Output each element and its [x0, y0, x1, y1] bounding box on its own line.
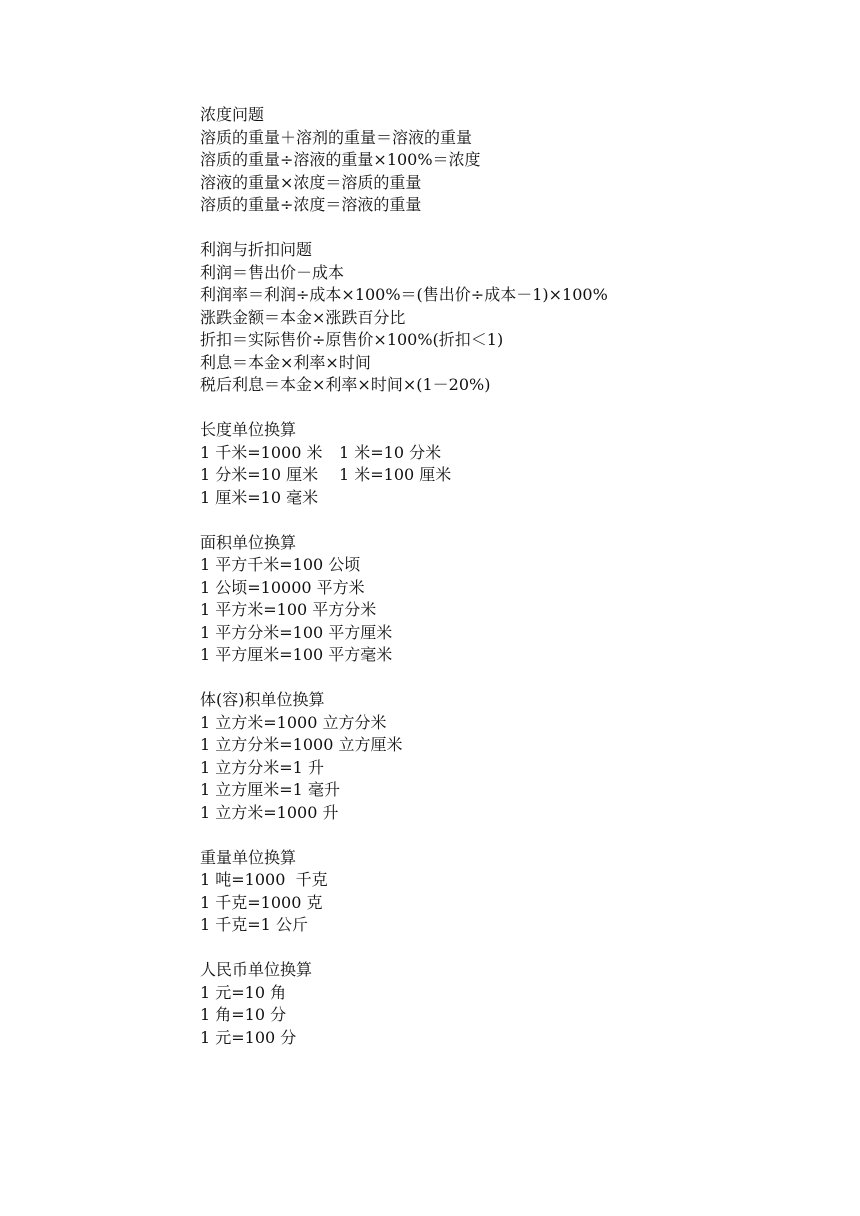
conversion-item: 1 立方分米=1000 立方厘米: [200, 735, 403, 754]
conversion-item: 1 立方厘米=1 毫升: [200, 780, 340, 799]
conversion-item: 1 米=10 分米: [339, 442, 442, 462]
formula-line: 利润率＝利润÷成本×100%＝(售出价÷成本－1)×100%: [200, 285, 608, 304]
section-length: [200, 419, 800, 509]
conversion-item: 1 米=100 厘米: [339, 465, 452, 484]
conversion-item: 1 厘米=10 毫米: [200, 487, 319, 507]
document-content: [200, 104, 800, 1072]
section-title: 重量单位换算: [200, 847, 297, 867]
conversion-item: 1 分米=10 厘米: [200, 465, 319, 484]
formula-line: 利润＝售出价－成本: [200, 262, 345, 282]
conversion-item: 1 平方千米=100 公顷: [200, 555, 361, 574]
section-currency: [200, 959, 800, 1049]
conversion-item: 1 角=10 分: [200, 1005, 287, 1024]
formula-line: 利息＝本金×利率×时间: [200, 352, 371, 372]
conversion-item: 1 平方厘米=100 平方毫米: [200, 645, 393, 664]
conversion-item: 1 公顷=10000 平方米: [200, 577, 365, 597]
section-area: [200, 532, 800, 667]
conversion-item: 1 平方米=100 平方分米: [200, 600, 377, 619]
conversion-item: 1 千克=1 公斤: [200, 915, 308, 934]
conversion-item: 1 吨=1000 千克: [200, 870, 328, 889]
formula-line: 折扣＝实际售价÷原售价×100%(折扣＜1): [200, 330, 504, 349]
formula-line: 税后利息＝本金×利率×时间×(1－20%): [200, 375, 491, 394]
section-volume: [200, 689, 800, 824]
section-title: 面积单位换算: [200, 532, 297, 552]
section-concentration: [200, 104, 800, 217]
section-title: 利润与折扣问题: [200, 240, 313, 259]
conversion-item: 1 立方米=1000 立方分米: [200, 712, 387, 732]
section-profit: [200, 239, 800, 397]
conversion-row: [200, 464, 800, 487]
formula-line: 溶质的重量＋溶剂的重量＝溶液的重量: [200, 127, 473, 147]
conversion-item: 1 立方分米=1 升: [200, 757, 324, 777]
section-title: 长度单位换算: [200, 420, 297, 439]
section-title: 体(容)积单位换算: [200, 690, 325, 709]
formula-line: 溶液的重量×浓度＝溶质的重量: [200, 172, 422, 192]
formula-line: 涨跌金额＝本金×涨跌百分比: [200, 307, 406, 327]
conversion-row: [200, 442, 800, 465]
conversion-item: 1 千克=1000 克: [200, 892, 323, 912]
conversion-item: 1 平方分米=100 平方厘米: [200, 622, 393, 642]
conversion-item: 1 元=10 角: [200, 982, 287, 1002]
formula-line: 溶质的重量÷溶液的重量×100%＝浓度: [200, 150, 481, 169]
section-weight: [200, 847, 800, 937]
section-title: 人民币单位换算: [200, 960, 313, 979]
formula-line: 溶质的重量÷浓度＝溶液的重量: [200, 195, 422, 214]
conversion-item: 1 立方米=1000 升: [200, 802, 339, 822]
conversion-item: 1 元=100 分: [200, 1027, 297, 1047]
section-title: 浓度问题: [200, 105, 265, 124]
conversion-item: 1 千米=1000 米: [200, 442, 323, 462]
